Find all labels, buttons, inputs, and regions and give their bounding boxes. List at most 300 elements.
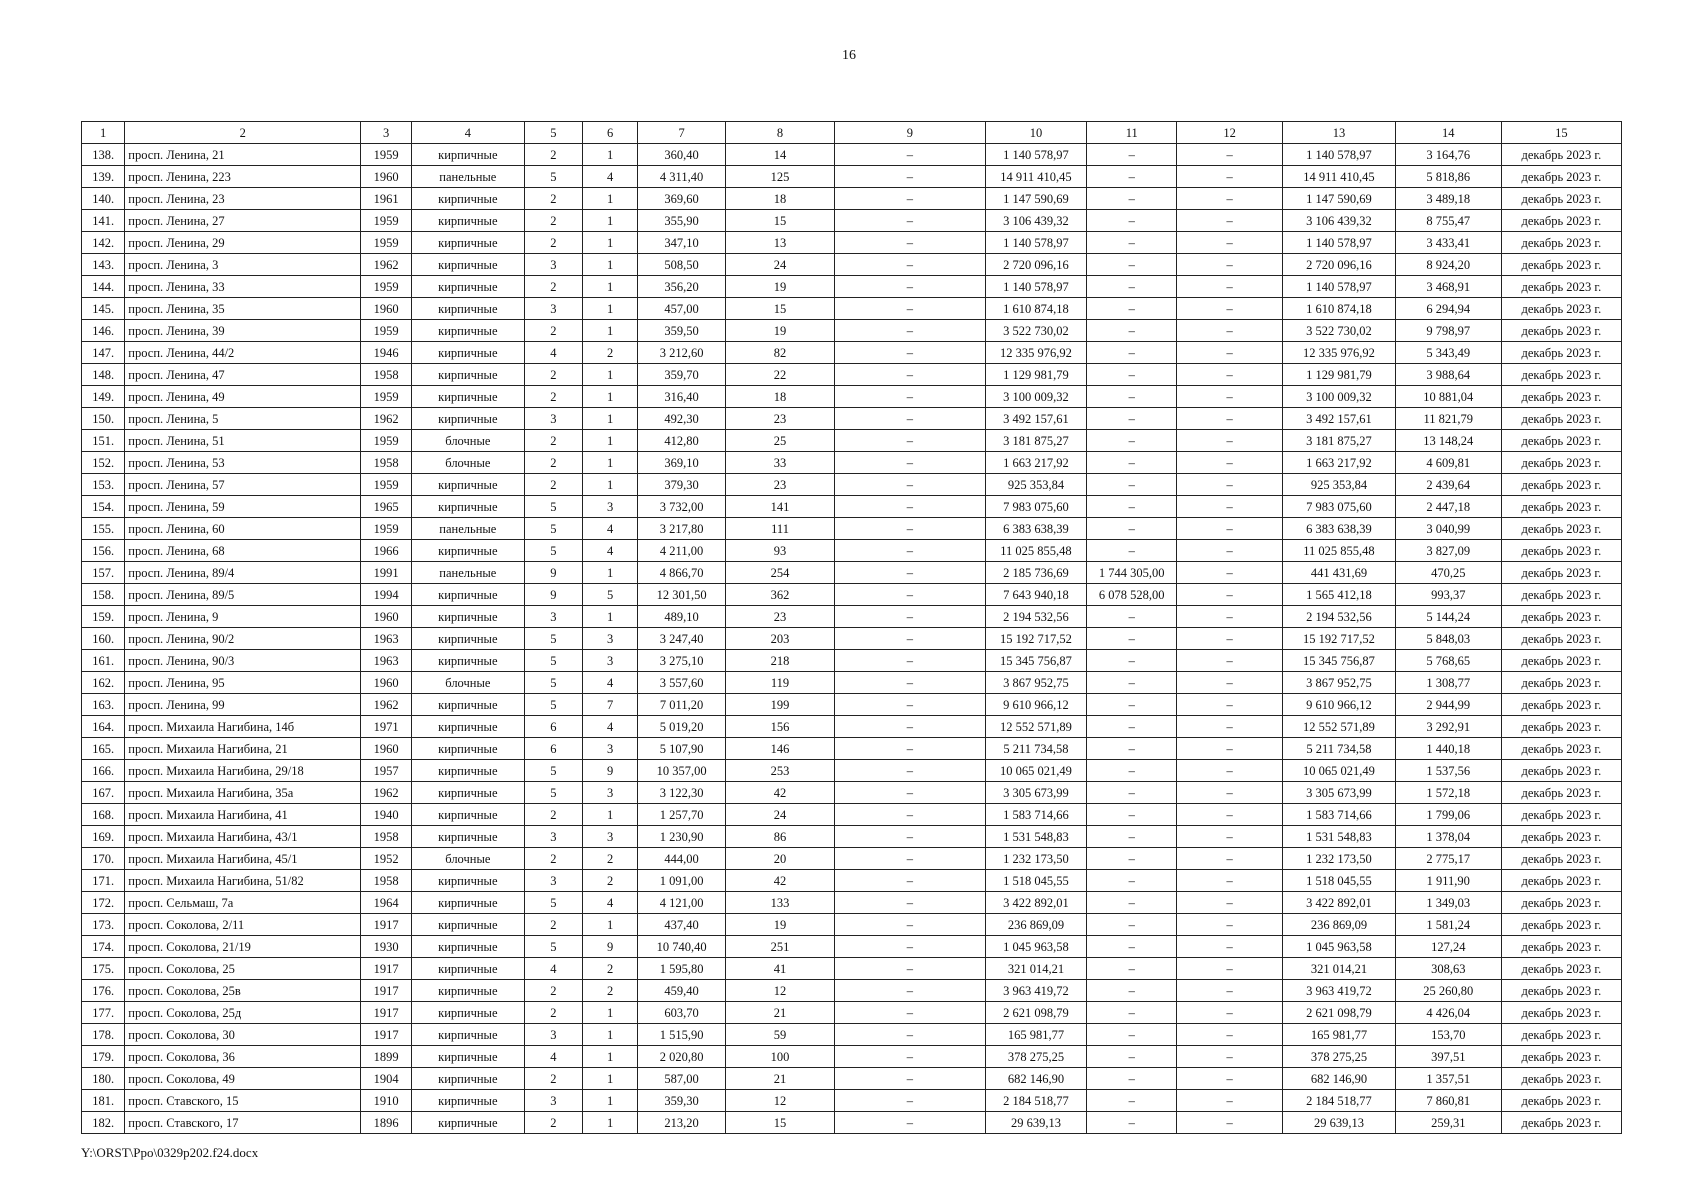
- table-cell-col-12: –: [1177, 826, 1283, 848]
- table-cell-col-2: просп. Ленина, 9: [125, 606, 361, 628]
- column-header-3: 3: [361, 122, 412, 144]
- table-cell-col-7: 459,40: [638, 980, 726, 1002]
- table-cell-col-5: 2: [524, 1068, 582, 1090]
- table-cell-col-4: блочные: [412, 848, 525, 870]
- column-header-11: 11: [1087, 122, 1177, 144]
- table-cell-col-2: просп. Соколова, 25: [125, 958, 361, 980]
- table-cell-col-4: кирпичные: [412, 628, 525, 650]
- table-cell-col-15: декабрь 2023 г.: [1501, 188, 1621, 210]
- table-cell-col-15: декабрь 2023 г.: [1501, 342, 1621, 364]
- table-cell-col-8: 86: [725, 826, 834, 848]
- table-cell-col-3: 1960: [361, 738, 412, 760]
- table-row: [82, 210, 1622, 232]
- table-row: [82, 606, 1622, 628]
- table-cell-col-5: 5: [524, 672, 582, 694]
- table-cell-col-6: 4: [583, 540, 638, 562]
- table-cell-col-4: кирпичные: [412, 1024, 525, 1046]
- table-cell-col-11: –: [1087, 430, 1177, 452]
- table-cell-col-14: 3 468,91: [1395, 276, 1501, 298]
- column-header-1: 1: [82, 122, 125, 144]
- table-cell-col-8: 15: [725, 298, 834, 320]
- table-cell-col-11: –: [1087, 892, 1177, 914]
- table-cell-col-14: 7 860,81: [1395, 1090, 1501, 1112]
- table-cell-col-1: 147.: [82, 342, 125, 364]
- table-cell-col-14: 1 799,06: [1395, 804, 1501, 826]
- table-cell-col-2: просп. Ленина, 90/3: [125, 650, 361, 672]
- table-cell-col-4: панельные: [412, 562, 525, 584]
- table-cell-col-8: 24: [725, 254, 834, 276]
- table-cell-col-14: 153,70: [1395, 1024, 1501, 1046]
- table-cell-col-2: просп. Михаила Нагибина, 35а: [125, 782, 361, 804]
- table-cell-col-7: 7 011,20: [638, 694, 726, 716]
- table-row: [82, 1046, 1622, 1068]
- table-cell-col-11: –: [1087, 914, 1177, 936]
- table-cell-col-12: –: [1177, 1024, 1283, 1046]
- table-cell-col-3: 1958: [361, 826, 412, 848]
- table-cell-col-1: 141.: [82, 210, 125, 232]
- table-cell-col-1: 164.: [82, 716, 125, 738]
- table-cell-col-12: –: [1177, 980, 1283, 1002]
- table-cell-col-10: 5 211 734,58: [985, 738, 1087, 760]
- table-cell-col-6: 7: [583, 694, 638, 716]
- table-cell-col-5: 2: [524, 980, 582, 1002]
- table-cell-col-3: 1962: [361, 694, 412, 716]
- table-cell-col-12: –: [1177, 716, 1283, 738]
- table-cell-col-12: –: [1177, 1112, 1283, 1134]
- table-cell-col-1: 142.: [82, 232, 125, 254]
- table-cell-col-3: 1904: [361, 1068, 412, 1090]
- table-cell-col-5: 2: [524, 364, 582, 386]
- table-cell-col-14: 1 357,51: [1395, 1068, 1501, 1090]
- table-cell-col-13: 3 106 439,32: [1283, 210, 1396, 232]
- table-cell-col-14: 2 447,18: [1395, 496, 1501, 518]
- table-cell-col-13: 682 146,90: [1283, 1068, 1396, 1090]
- table-row: [82, 342, 1622, 364]
- table-cell-col-12: –: [1177, 496, 1283, 518]
- table-cell-col-6: 3: [583, 826, 638, 848]
- table-cell-col-10: 1 140 578,97: [985, 232, 1087, 254]
- table-cell-col-11: –: [1087, 452, 1177, 474]
- table-cell-col-6: 4: [583, 166, 638, 188]
- table-cell-col-5: 3: [524, 826, 582, 848]
- column-header-6: 6: [583, 122, 638, 144]
- table-cell-col-7: 603,70: [638, 1002, 726, 1024]
- table-cell-col-11: –: [1087, 760, 1177, 782]
- table-cell-col-6: 5: [583, 584, 638, 606]
- table-row: [82, 584, 1622, 606]
- table-cell-col-3: 1917: [361, 980, 412, 1002]
- table-cell-col-10: 1 232 173,50: [985, 848, 1087, 870]
- table-cell-col-13: 14 911 410,45: [1283, 166, 1396, 188]
- table-cell-col-2: просп. Ленина, 44/2: [125, 342, 361, 364]
- table-cell-col-5: 5: [524, 650, 582, 672]
- table-cell-col-8: 218: [725, 650, 834, 672]
- table-cell-col-10: 12 335 976,92: [985, 342, 1087, 364]
- table-cell-col-4: кирпичные: [412, 540, 525, 562]
- table-cell-col-12: –: [1177, 606, 1283, 628]
- table-cell-col-14: 1 581,24: [1395, 914, 1501, 936]
- table-cell-col-10: 1 045 963,58: [985, 936, 1087, 958]
- table-cell-col-13: 12 335 976,92: [1283, 342, 1396, 364]
- table-cell-col-10: 2 185 736,69: [985, 562, 1087, 584]
- table-cell-col-11: –: [1087, 518, 1177, 540]
- table-cell-col-2: просп. Ленина, 90/2: [125, 628, 361, 650]
- table-cell-col-13: 925 353,84: [1283, 474, 1396, 496]
- column-header-2: 2: [125, 122, 361, 144]
- table-cell-col-1: 139.: [82, 166, 125, 188]
- table-cell-col-14: 8 924,20: [1395, 254, 1501, 276]
- table-cell-col-4: кирпичные: [412, 760, 525, 782]
- table-row: [82, 254, 1622, 276]
- table-cell-col-6: 3: [583, 650, 638, 672]
- table-cell-col-11: –: [1087, 738, 1177, 760]
- table-cell-col-8: 133: [725, 892, 834, 914]
- table-cell-col-13: 378 275,25: [1283, 1046, 1396, 1068]
- table-cell-col-12: –: [1177, 892, 1283, 914]
- table-cell-col-5: 2: [524, 210, 582, 232]
- table-cell-col-4: кирпичные: [412, 650, 525, 672]
- table-cell-col-14: 308,63: [1395, 958, 1501, 980]
- table-cell-col-1: 177.: [82, 1002, 125, 1024]
- table-cell-col-13: 3 492 157,61: [1283, 408, 1396, 430]
- table-cell-col-8: 19: [725, 320, 834, 342]
- table-cell-col-12: –: [1177, 188, 1283, 210]
- table-cell-col-4: кирпичные: [412, 364, 525, 386]
- table-cell-col-3: 1959: [361, 474, 412, 496]
- table-cell-col-2: просп. Ставского, 15: [125, 1090, 361, 1112]
- table-cell-col-1: 161.: [82, 650, 125, 672]
- table-cell-col-9: –: [835, 738, 985, 760]
- table-cell-col-11: –: [1087, 1024, 1177, 1046]
- table-cell-col-8: 21: [725, 1002, 834, 1024]
- table-row: [82, 562, 1622, 584]
- table-cell-col-11: –: [1087, 144, 1177, 166]
- table-cell-col-11: –: [1087, 804, 1177, 826]
- table-cell-col-15: декабрь 2023 г.: [1501, 826, 1621, 848]
- table-cell-col-1: 167.: [82, 782, 125, 804]
- table-cell-col-9: –: [835, 1024, 985, 1046]
- table-cell-col-9: –: [835, 606, 985, 628]
- table-cell-col-13: 2 194 532,56: [1283, 606, 1396, 628]
- table-cell-col-9: –: [835, 694, 985, 716]
- table-cell-col-1: 146.: [82, 320, 125, 342]
- table-cell-col-3: 1952: [361, 848, 412, 870]
- table-cell-col-5: 9: [524, 562, 582, 584]
- table-cell-col-11: –: [1087, 628, 1177, 650]
- table-cell-col-10: 682 146,90: [985, 1068, 1087, 1090]
- table-cell-col-6: 3: [583, 496, 638, 518]
- table-cell-col-15: декабрь 2023 г.: [1501, 1002, 1621, 1024]
- table-cell-col-1: 181.: [82, 1090, 125, 1112]
- table-cell-col-1: 158.: [82, 584, 125, 606]
- table-cell-col-3: 1959: [361, 518, 412, 540]
- table-cell-col-6: 2: [583, 958, 638, 980]
- table-cell-col-14: 3 164,76: [1395, 144, 1501, 166]
- table-cell-col-9: –: [835, 936, 985, 958]
- table-cell-col-13: 321 014,21: [1283, 958, 1396, 980]
- table-cell-col-4: кирпичные: [412, 914, 525, 936]
- table-cell-col-11: –: [1087, 650, 1177, 672]
- table-cell-col-15: декабрь 2023 г.: [1501, 980, 1621, 1002]
- table-cell-col-14: 1 911,90: [1395, 870, 1501, 892]
- table-cell-col-9: –: [835, 1068, 985, 1090]
- table-cell-col-12: –: [1177, 782, 1283, 804]
- table-cell-col-12: –: [1177, 408, 1283, 430]
- table-cell-col-5: 2: [524, 232, 582, 254]
- table-cell-col-12: –: [1177, 870, 1283, 892]
- table-cell-col-8: 119: [725, 672, 834, 694]
- table-cell-col-6: 4: [583, 716, 638, 738]
- table-cell-col-9: –: [835, 254, 985, 276]
- table-cell-col-8: 199: [725, 694, 834, 716]
- table-cell-col-5: 2: [524, 430, 582, 452]
- table-cell-col-12: –: [1177, 804, 1283, 826]
- table-cell-col-12: –: [1177, 518, 1283, 540]
- table-cell-col-13: 441 431,69: [1283, 562, 1396, 584]
- table-cell-col-6: 1: [583, 1002, 638, 1024]
- table-cell-col-5: 6: [524, 738, 582, 760]
- table-cell-col-5: 2: [524, 1002, 582, 1024]
- table-cell-col-5: 5: [524, 760, 582, 782]
- table-cell-col-3: 1957: [361, 760, 412, 782]
- table-cell-col-14: 5 343,49: [1395, 342, 1501, 364]
- table-cell-col-11: –: [1087, 694, 1177, 716]
- table-cell-col-14: 3 827,09: [1395, 540, 1501, 562]
- table-cell-col-7: 412,80: [638, 430, 726, 452]
- table-cell-col-9: –: [835, 1002, 985, 1024]
- table-cell-col-15: декабрь 2023 г.: [1501, 254, 1621, 276]
- table-cell-col-1: 155.: [82, 518, 125, 540]
- table-cell-col-9: –: [835, 364, 985, 386]
- table-cell-col-3: 1991: [361, 562, 412, 584]
- table-row: [82, 1024, 1622, 1046]
- table-cell-col-13: 11 025 855,48: [1283, 540, 1396, 562]
- table-cell-col-4: кирпичные: [412, 804, 525, 826]
- table-cell-col-11: –: [1087, 320, 1177, 342]
- table-cell-col-1: 153.: [82, 474, 125, 496]
- table-cell-col-11: –: [1087, 364, 1177, 386]
- table-cell-col-7: 360,40: [638, 144, 726, 166]
- table-cell-col-6: 4: [583, 672, 638, 694]
- table-cell-col-12: –: [1177, 210, 1283, 232]
- table-cell-col-11: –: [1087, 1002, 1177, 1024]
- table-cell-col-9: –: [835, 276, 985, 298]
- table-cell-col-9: –: [835, 144, 985, 166]
- table-cell-col-6: 2: [583, 980, 638, 1002]
- table-cell-col-3: 1964: [361, 892, 412, 914]
- table-cell-col-8: 254: [725, 562, 834, 584]
- table-row: [82, 892, 1622, 914]
- table-cell-col-8: 251: [725, 936, 834, 958]
- table-cell-col-9: –: [835, 1112, 985, 1134]
- table-cell-col-7: 379,30: [638, 474, 726, 496]
- table-cell-col-2: просп. Ленина, 3: [125, 254, 361, 276]
- table-cell-col-13: 1 045 963,58: [1283, 936, 1396, 958]
- table-cell-col-7: 4 211,00: [638, 540, 726, 562]
- table-cell-col-3: 1960: [361, 672, 412, 694]
- table-row: [82, 628, 1622, 650]
- table-cell-col-1: 154.: [82, 496, 125, 518]
- table-row: [82, 298, 1622, 320]
- table-cell-col-2: просп. Соколова, 25д: [125, 1002, 361, 1024]
- table-cell-col-2: просп. Ленина, 59: [125, 496, 361, 518]
- table-cell-col-2: просп. Соколова, 21/19: [125, 936, 361, 958]
- table-cell-col-8: 125: [725, 166, 834, 188]
- table-cell-col-12: –: [1177, 342, 1283, 364]
- table-row: [82, 540, 1622, 562]
- table-cell-col-13: 1 140 578,97: [1283, 144, 1396, 166]
- table-cell-col-6: 3: [583, 628, 638, 650]
- table-cell-col-11: –: [1087, 386, 1177, 408]
- table-cell-col-1: 162.: [82, 672, 125, 694]
- table-cell-col-8: 41: [725, 958, 834, 980]
- table-row: [82, 518, 1622, 540]
- table-cell-col-3: 1917: [361, 958, 412, 980]
- table-cell-col-7: 3 247,40: [638, 628, 726, 650]
- column-header-13: 13: [1283, 122, 1396, 144]
- table-cell-col-11: 1 744 305,00: [1087, 562, 1177, 584]
- table-cell-col-7: 356,20: [638, 276, 726, 298]
- table-cell-col-2: просп. Ленина, 29: [125, 232, 361, 254]
- table-row: [82, 452, 1622, 474]
- table-cell-col-14: 10 881,04: [1395, 386, 1501, 408]
- table-cell-col-15: декабрь 2023 г.: [1501, 738, 1621, 760]
- table-cell-col-6: 3: [583, 738, 638, 760]
- table-cell-col-11: 6 078 528,00: [1087, 584, 1177, 606]
- table-cell-col-2: просп. Михаила Нагибина, 45/1: [125, 848, 361, 870]
- table-cell-col-4: панельные: [412, 166, 525, 188]
- table-cell-col-9: –: [835, 1090, 985, 1112]
- table-cell-col-7: 369,10: [638, 452, 726, 474]
- table-cell-col-8: 111: [725, 518, 834, 540]
- table-cell-col-7: 1 091,00: [638, 870, 726, 892]
- table-cell-col-7: 359,70: [638, 364, 726, 386]
- table-cell-col-5: 3: [524, 1090, 582, 1112]
- table-cell-col-1: 175.: [82, 958, 125, 980]
- table-row: [82, 474, 1622, 496]
- table-cell-col-13: 1 610 874,18: [1283, 298, 1396, 320]
- table-cell-col-1: 149.: [82, 386, 125, 408]
- table-cell-col-2: просп. Ленина, 51: [125, 430, 361, 452]
- table-cell-col-5: 2: [524, 276, 582, 298]
- table-cell-col-12: –: [1177, 540, 1283, 562]
- table-cell-col-9: –: [835, 540, 985, 562]
- table-cell-col-10: 12 552 571,89: [985, 716, 1087, 738]
- table-cell-col-11: –: [1087, 936, 1177, 958]
- table-cell-col-10: 15 192 717,52: [985, 628, 1087, 650]
- table-cell-col-1: 148.: [82, 364, 125, 386]
- table-cell-col-15: декабрь 2023 г.: [1501, 518, 1621, 540]
- table-row: [82, 496, 1622, 518]
- table-cell-col-14: 3 988,64: [1395, 364, 1501, 386]
- table-cell-col-1: 173.: [82, 914, 125, 936]
- table-cell-col-11: –: [1087, 254, 1177, 276]
- table-cell-col-3: 1930: [361, 936, 412, 958]
- table-row: [82, 166, 1622, 188]
- table-cell-col-12: –: [1177, 562, 1283, 584]
- table-cell-col-12: –: [1177, 628, 1283, 650]
- table-cell-col-5: 5: [524, 166, 582, 188]
- table-row: [82, 1112, 1622, 1134]
- table-cell-col-2: просп. Ленина, 60: [125, 518, 361, 540]
- table-cell-col-11: –: [1087, 1046, 1177, 1068]
- table-cell-col-10: 1 140 578,97: [985, 144, 1087, 166]
- table-cell-col-13: 1 518 045,55: [1283, 870, 1396, 892]
- table-cell-col-11: –: [1087, 870, 1177, 892]
- table-cell-col-10: 2 184 518,77: [985, 1090, 1087, 1112]
- table-cell-col-2: просп. Ленина, 53: [125, 452, 361, 474]
- table-cell-col-7: 4 866,70: [638, 562, 726, 584]
- table-cell-col-13: 1 565 412,18: [1283, 584, 1396, 606]
- table-cell-col-9: –: [835, 914, 985, 936]
- table-cell-col-6: 1: [583, 562, 638, 584]
- table-cell-col-11: –: [1087, 716, 1177, 738]
- table-cell-col-3: 1899: [361, 1046, 412, 1068]
- table-cell-col-12: –: [1177, 958, 1283, 980]
- table-cell-col-13: 15 345 756,87: [1283, 650, 1396, 672]
- table-cell-col-11: –: [1087, 496, 1177, 518]
- table-cell-col-15: декабрь 2023 г.: [1501, 628, 1621, 650]
- table-cell-col-7: 3 212,60: [638, 342, 726, 364]
- table-cell-col-15: декабрь 2023 г.: [1501, 606, 1621, 628]
- table-cell-col-4: кирпичные: [412, 1090, 525, 1112]
- table-cell-col-2: просп. Ленина, 99: [125, 694, 361, 716]
- table-cell-col-4: кирпичные: [412, 892, 525, 914]
- table-cell-col-12: –: [1177, 848, 1283, 870]
- table-row: [82, 694, 1622, 716]
- table-cell-col-11: –: [1087, 210, 1177, 232]
- table-cell-col-1: 150.: [82, 408, 125, 430]
- table-row: [82, 826, 1622, 848]
- table-cell-col-2: просп. Ленина, 89/5: [125, 584, 361, 606]
- table-cell-col-9: –: [835, 562, 985, 584]
- table-cell-col-4: блочные: [412, 430, 525, 452]
- table-cell-col-1: 169.: [82, 826, 125, 848]
- table-cell-col-15: декабрь 2023 г.: [1501, 672, 1621, 694]
- table-cell-col-8: 15: [725, 210, 834, 232]
- table-cell-col-14: 1 349,03: [1395, 892, 1501, 914]
- table-cell-col-8: 23: [725, 408, 834, 430]
- table-cell-col-10: 11 025 855,48: [985, 540, 1087, 562]
- column-header-12: 12: [1177, 122, 1283, 144]
- table-cell-col-8: 42: [725, 782, 834, 804]
- table-cell-col-9: –: [835, 958, 985, 980]
- table-cell-col-13: 5 211 734,58: [1283, 738, 1396, 760]
- table-cell-col-10: 3 106 439,32: [985, 210, 1087, 232]
- table-cell-col-5: 3: [524, 298, 582, 320]
- table-cell-col-9: –: [835, 188, 985, 210]
- table-cell-col-7: 1 515,90: [638, 1024, 726, 1046]
- table-cell-col-4: кирпичные: [412, 342, 525, 364]
- table-cell-col-12: –: [1177, 430, 1283, 452]
- table-cell-col-10: 1 129 981,79: [985, 364, 1087, 386]
- table-cell-col-10: 7 643 940,18: [985, 584, 1087, 606]
- table-cell-col-15: декабрь 2023 г.: [1501, 782, 1621, 804]
- table-cell-col-12: –: [1177, 1002, 1283, 1024]
- table-cell-col-12: –: [1177, 694, 1283, 716]
- table-cell-col-3: 1958: [361, 452, 412, 474]
- table-cell-col-4: кирпичные: [412, 276, 525, 298]
- table-cell-col-4: блочные: [412, 452, 525, 474]
- table-row: [82, 672, 1622, 694]
- table-cell-col-3: 1962: [361, 254, 412, 276]
- table-cell-col-5: 5: [524, 540, 582, 562]
- table-cell-col-4: кирпичные: [412, 188, 525, 210]
- table-cell-col-3: 1960: [361, 166, 412, 188]
- table-cell-col-5: 5: [524, 694, 582, 716]
- table-cell-col-8: 23: [725, 474, 834, 496]
- table-cell-col-13: 165 981,77: [1283, 1024, 1396, 1046]
